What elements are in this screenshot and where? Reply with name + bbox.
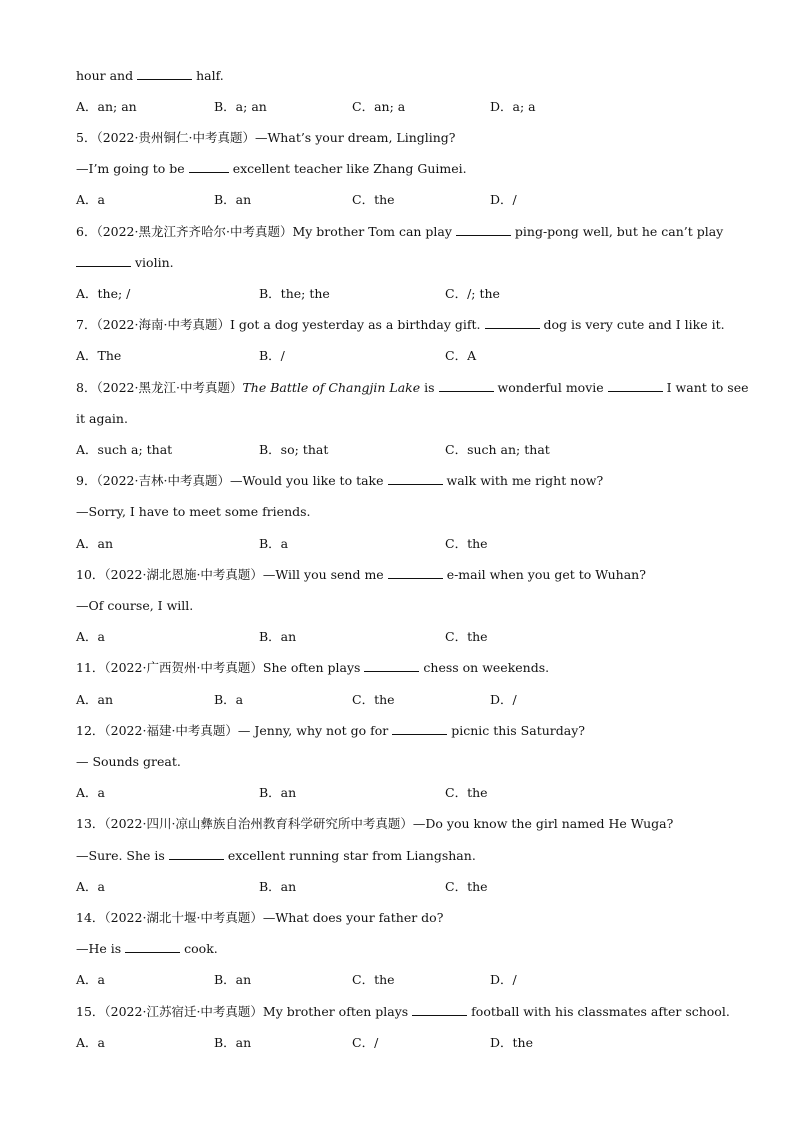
- q9-text-a: 9．（2022·吉林·中考真题）—Would you like to take: [76, 473, 384, 488]
- q12-text-c: — Sounds great.: [76, 754, 181, 769]
- q8-option-c[interactable]: C．such an; that: [445, 442, 550, 457]
- q14-blank[interactable]: [125, 941, 180, 953]
- q14-text-c: cook.: [184, 941, 218, 956]
- q4-option-a[interactable]: A．an; an: [76, 99, 137, 114]
- q10-option-b[interactable]: B．an: [259, 629, 297, 644]
- q5-stem: [76, 130, 456, 146]
- q6-text-c: violin.: [134, 255, 174, 270]
- q11-option-b[interactable]: B．a: [214, 692, 244, 707]
- q7-stem: [76, 317, 725, 333]
- q7-text-b: dog is very cute and I like it.: [543, 317, 725, 332]
- q8-blank-1[interactable]: [439, 380, 494, 392]
- q12-option-b[interactable]: B．an: [259, 785, 297, 800]
- q8-text-a: 8．（2022·黑龙江·中考真题）: [76, 380, 243, 395]
- q9-option-c[interactable]: C．the: [445, 536, 488, 551]
- q9-options: [76, 536, 716, 552]
- q6-option-a[interactable]: A．the; /: [76, 286, 131, 301]
- q6-option-b[interactable]: B．the; the: [259, 286, 330, 301]
- q8-text-b: is: [424, 380, 435, 395]
- q8-stem-line2: [76, 411, 128, 427]
- q8-option-a[interactable]: A．such a; that: [76, 442, 173, 457]
- q14-reply: [76, 941, 218, 957]
- q5-text: 5．（2022·贵州铜仁·中考真题）—What’s your dream, Lingling?: [76, 130, 456, 145]
- q11-option-a[interactable]: A．an: [76, 692, 114, 707]
- q4-stem-tail: [76, 68, 224, 84]
- q11-text-a: 11．（2022·广西贺州·中考真题）She often plays: [76, 660, 361, 675]
- q8-movie-title: The Battle of Changjin Lake: [242, 380, 421, 395]
- q15-options: [76, 1035, 716, 1051]
- q5-answer-line: [76, 161, 467, 177]
- q5-option-b[interactable]: B．an: [214, 192, 252, 207]
- q11-option-c[interactable]: C．the: [352, 692, 395, 707]
- q10-text-b: e-mail when you get to Wuhan?: [446, 567, 646, 582]
- q14-text-b: —He is: [76, 941, 122, 956]
- q4-blank[interactable]: [137, 68, 192, 80]
- q9-option-b[interactable]: B．a: [259, 536, 289, 551]
- q6-options: [76, 286, 716, 302]
- q7-option-c[interactable]: C．A: [445, 348, 477, 363]
- q15-option-d[interactable]: D．the: [490, 1035, 533, 1050]
- q10-stem: [76, 567, 646, 583]
- q11-stem: [76, 660, 549, 676]
- q8-text-c: wonderful movie: [497, 380, 604, 395]
- q10-text-c: —Of course, I will.: [76, 598, 194, 613]
- q13-text-c: excellent running star from Liangshan.: [227, 848, 476, 863]
- q11-blank[interactable]: [364, 660, 419, 672]
- q10-reply: [76, 598, 193, 614]
- q4-option-d[interactable]: D．a; a: [490, 99, 536, 114]
- q14-text-a: 14．（2022·湖北十堰·中考真题）—What does your father do?: [76, 910, 444, 925]
- q7-text-a: 7．（2022·海南·中考真题）I got a dog yesterday as a birthday gift.: [76, 317, 481, 332]
- q11-option-d[interactable]: D．/: [490, 692, 517, 707]
- q13-option-c[interactable]: C．the: [445, 879, 488, 894]
- q8-text-d: I want to see: [666, 380, 749, 395]
- q13-text-b: —Sure. She is: [76, 848, 165, 863]
- q8-stem: [76, 380, 748, 396]
- q5-options: [76, 192, 716, 208]
- q5-option-c[interactable]: C．the: [352, 192, 395, 207]
- q12-text-b: picnic this Saturday?: [451, 723, 585, 738]
- q15-text-a: 15．（2022·江苏宿迁·中考真题）My brother often plays: [76, 1004, 409, 1019]
- q10-text-a: 10．（2022·湖北恩施·中考真题）—Will you send me: [76, 567, 384, 582]
- q7-options: [76, 348, 716, 364]
- q8-blank-2[interactable]: [608, 380, 663, 392]
- q14-options: [76, 972, 716, 988]
- q9-text-b: walk with me right now?: [446, 473, 604, 488]
- q7-option-a[interactable]: A．The: [76, 348, 122, 363]
- q6-stem-line2: [76, 255, 174, 271]
- q13-text-a: 13．（2022·四川·凉山彝族自治州教育科学研究所中考真题）—Do you know the girl named He Wuga?: [76, 816, 674, 831]
- q13-reply: [76, 848, 476, 864]
- q14-option-c[interactable]: C．the: [352, 972, 395, 987]
- q9-option-a[interactable]: A．an: [76, 536, 114, 551]
- q12-reply: [76, 754, 181, 770]
- q9-stem: [76, 473, 603, 489]
- q10-options: [76, 629, 716, 645]
- q9-blank[interactable]: [388, 473, 443, 485]
- q10-option-a[interactable]: A．a: [76, 629, 105, 644]
- q12-stem: [76, 723, 585, 739]
- q5-reply-b: excellent teacher like Zhang Guimei.: [232, 161, 467, 176]
- q4-text-a: hour and: [76, 68, 134, 83]
- q5-blank[interactable]: [189, 161, 229, 173]
- q15-option-b[interactable]: B．an: [214, 1035, 252, 1050]
- q8-options: [76, 442, 716, 458]
- q6-text-a: 6．（2022·黑龙江齐齐哈尔·中考真题）My brother Tom can play: [76, 224, 452, 239]
- q7-blank[interactable]: [485, 317, 540, 329]
- q13-options: [76, 879, 716, 895]
- q10-blank[interactable]: [388, 567, 443, 579]
- q10-option-c[interactable]: C．the: [445, 629, 488, 644]
- q6-blank-1[interactable]: [456, 224, 511, 236]
- q12-option-a[interactable]: A．a: [76, 785, 105, 800]
- q11-options: [76, 692, 716, 708]
- q12-option-c[interactable]: C．the: [445, 785, 488, 800]
- q5-option-a[interactable]: A．a: [76, 192, 105, 207]
- q15-option-a[interactable]: A．a: [76, 1035, 105, 1050]
- q7-option-b[interactable]: B．/: [259, 348, 285, 363]
- q15-blank[interactable]: [412, 1004, 467, 1016]
- q13-option-b[interactable]: B．an: [259, 879, 297, 894]
- q13-option-a[interactable]: A．a: [76, 879, 105, 894]
- q14-stem: [76, 910, 443, 926]
- q4-options: [76, 99, 716, 115]
- q6-text-b: ping-pong well, but he can’t play: [514, 224, 724, 239]
- q5-option-d[interactable]: D．/: [490, 192, 517, 207]
- q4-option-b[interactable]: B．a; an: [214, 99, 267, 114]
- q12-options: [76, 785, 716, 801]
- q13-stem: [76, 816, 673, 832]
- q14-option-a[interactable]: A．a: [76, 972, 105, 987]
- q5-reply-a: —I’m going to be: [76, 161, 185, 176]
- q9-reply: [76, 504, 311, 520]
- q12-text-a: 12．（2022·福建·中考真题）— Jenny, why not go for: [76, 723, 389, 738]
- q6-stem: [76, 224, 723, 240]
- q15-option-c[interactable]: C．/: [352, 1035, 379, 1050]
- q15-text-b: football with his classmates after school.: [471, 1004, 730, 1019]
- q8-option-b[interactable]: B．so; that: [259, 442, 329, 457]
- q14-option-b[interactable]: B．an: [214, 972, 252, 987]
- q15-stem: [76, 1004, 730, 1020]
- q11-text-b: chess on weekends.: [423, 660, 550, 675]
- q8-text-e: it again.: [76, 411, 128, 426]
- q4-option-c[interactable]: C．an; a: [352, 99, 406, 114]
- q9-text-c: —Sorry, I have to meet some friends.: [76, 504, 311, 519]
- q14-option-d[interactable]: D．/: [490, 972, 517, 987]
- q6-blank-2[interactable]: [76, 255, 131, 267]
- q13-blank[interactable]: [169, 848, 224, 860]
- q12-blank[interactable]: [392, 723, 447, 735]
- q4-text-b: half.: [196, 68, 224, 83]
- q6-option-c[interactable]: C．/; the: [445, 286, 500, 301]
